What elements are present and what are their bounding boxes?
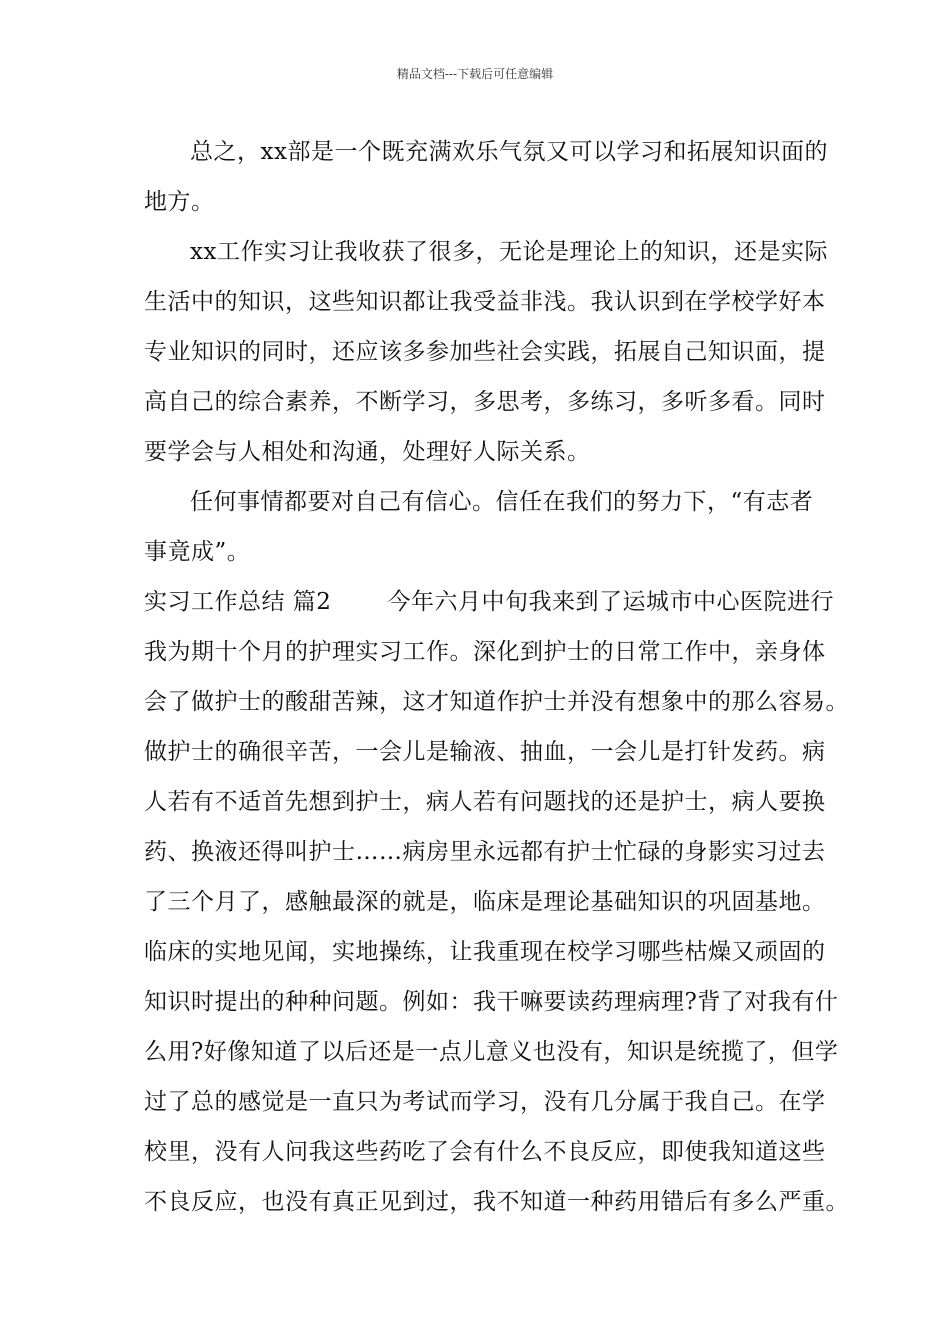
- paragraph-line: 会了做护士的酸甜苦辣，这才知道作护士并没有想象中的那么容易。: [144, 689, 849, 715]
- paragraph-line: 生活中的知识，这些知识都让我受益非浅。我认识到在学校学好本: [144, 289, 826, 315]
- paragraph-line: 任何事情都要对自己有信心。信任在我们的努力下，“有志者: [190, 489, 814, 515]
- section-heading-line: [144, 577, 834, 627]
- paragraph-line: 不良反应，也没有真正见到过，我不知道一种药用错后有多么严重。: [144, 1189, 849, 1215]
- paragraph-line: 人若有不适首先想到护士，病人若有问题找的还是护士，病人要换: [144, 789, 826, 815]
- paragraph-line: 事竟成”。: [144, 539, 251, 565]
- paragraph-line: 么用?好像知道了以后还是一点儿意义也没有，知识是统揽了，但学: [144, 1039, 839, 1065]
- paragraph-line: 临床的实地见闻，实地操练，让我重现在校学习哪些枯燥又顽固的: [144, 939, 826, 965]
- document-body: [144, 127, 849, 1227]
- paragraph-line: 专业知识的同时，还应该多参加些社会实践，拓展自己知识面，提: [144, 339, 826, 365]
- paragraph-line: 总之，xx部是一个既充满欢乐气氛又可以学习和拓展知识面的: [190, 139, 828, 165]
- paragraph-line: 校里，没有人问我这些药吃了会有什么不良反应，即使我知道这些: [144, 1139, 826, 1165]
- section-title: 实习工作总结 篇2: [144, 589, 332, 615]
- paragraph-line: 了三个月了，感触最深的就是，临床是理论基础知识的巩固基地。: [144, 889, 826, 915]
- paragraph-line: 过了总的感觉是一直只为考试而学习，没有几分属于我自己。在学: [144, 1089, 826, 1115]
- paragraph-line: 地方。: [144, 189, 215, 215]
- paragraph-line: 我为期十个月的护理实习工作。深化到护士的日常工作中，亲身体: [144, 639, 826, 665]
- paragraph-text: 今年六月中旬我来到了运城市中心医院进行: [387, 589, 834, 615]
- document-header: 精品文档---下载后可任意编辑: [396, 67, 554, 81]
- paragraph-line: xx工作实习让我收获了很多，无论是理论上的知识，还是实际: [190, 239, 828, 265]
- paragraph-line: 药、换液还得叫护士……病房里永远都有护士忙碌的身影实习过去: [144, 839, 826, 865]
- paragraph-line: 要学会与人相处和沟通，处理好人际关系。: [144, 439, 591, 465]
- paragraph-line: 知识时提出的种种问题。例如：我干嘛要读药理病理?背了对我有什: [144, 989, 839, 1015]
- paragraph-line: 做护士的确很辛苦，一会儿是输液、抽血，一会儿是打针发药。病: [144, 739, 826, 765]
- paragraph-line: 高自己的综合素养，不断学习，多思考，多练习，多听多看。同时: [144, 389, 826, 415]
